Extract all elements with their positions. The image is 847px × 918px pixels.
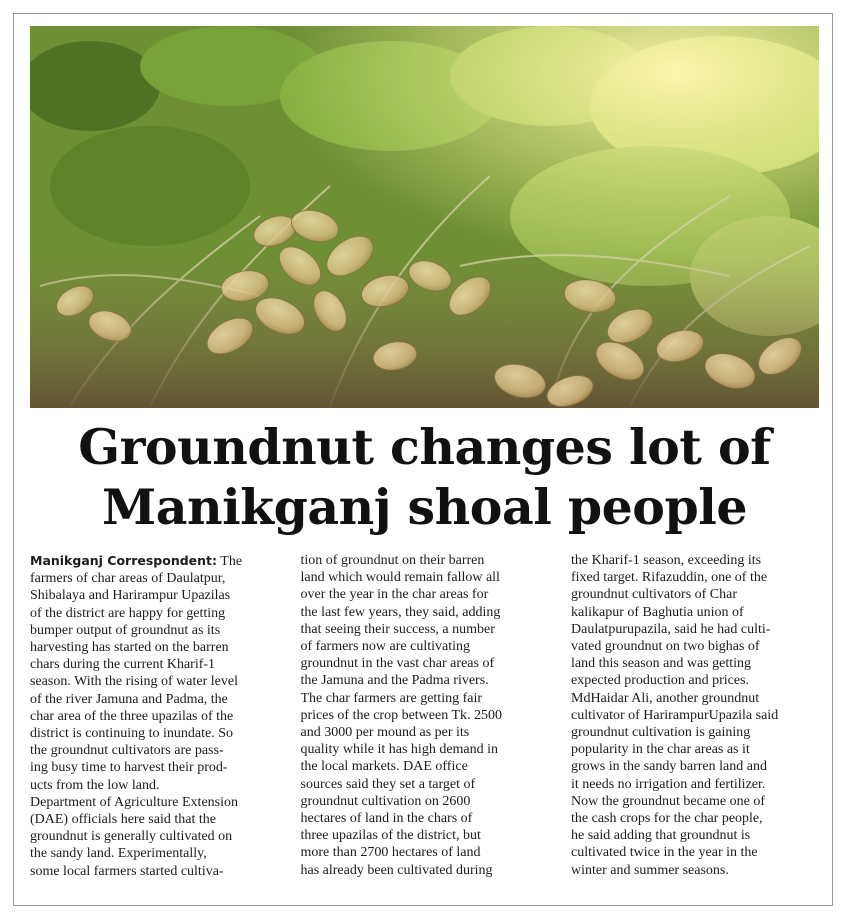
body-line: and 3000 per mound as per its: [300, 725, 470, 741]
body-line: grows in the sandy barren land and: [571, 759, 767, 775]
body-line: farmers of char areas of Daulatpur,: [30, 571, 226, 587]
body-line: expected production and prices.: [571, 673, 750, 689]
body-line: the Kharif-1 season, exceeding its: [571, 553, 762, 568]
body-line: harvesting has started on the barren: [30, 640, 229, 656]
body-line: Shibalaya and Harirampur Upazilas: [30, 588, 231, 604]
body-line: the cash crops for the char people,: [571, 811, 763, 827]
headline-line-1: Groundnut changes lot of: [78, 418, 771, 476]
body-line: kalikapur of Baghutia union of: [571, 604, 744, 620]
body-line: the last few years, they said, adding: [300, 604, 501, 620]
body-line: The char farmers are getting fair: [300, 690, 483, 706]
body-line: the Jamuna and the Padma rivers.: [300, 673, 489, 689]
body-line: quality while it has high demand in: [300, 742, 499, 758]
body-line: ucts from the low land.: [30, 777, 160, 793]
body-line: over the year in the char areas for: [300, 587, 489, 603]
body-text: The: [217, 554, 243, 569]
body-line: some local farmers started cultiva-: [30, 863, 224, 879]
body-line: popularity in the char areas as it: [571, 742, 750, 758]
body-line: land which would remain fallow all: [300, 570, 500, 586]
body-line: that seeing their success, a number: [300, 621, 495, 637]
body-line: district is continuing to inundate. So: [30, 726, 233, 742]
body-line: tion of groundnut on their barren: [300, 553, 485, 568]
body-line: three upazilas of the district, but: [300, 828, 481, 844]
headline: [30, 408, 819, 546]
body-line: he said adding that groundnut is: [571, 828, 751, 844]
column-2: [301, 552, 549, 897]
body-line: Department of Agriculture Extension: [30, 794, 238, 810]
body-line: hectares of land in the chars of: [300, 811, 473, 827]
body-line: more than 2700 hectares of land: [300, 845, 481, 861]
body-line: the groundnut cultivators are pass-: [30, 743, 224, 759]
body-line: bumper output of groundnut as its: [30, 622, 221, 638]
body-line: of the river Jamuna and Padma, the: [30, 691, 228, 707]
column-1: [30, 552, 278, 897]
body-line: groundnut cultivators of Char: [571, 587, 738, 603]
body-line: groundnut cultivation on 2600: [300, 793, 471, 809]
body-line: vated groundnut on two bighas of: [571, 639, 760, 655]
body-line: groundnut in the vast char areas of: [300, 656, 495, 672]
body-line: MdHaidar Ali, another groundnut: [571, 690, 760, 706]
body-line: groundnut is generally cultivated on: [30, 829, 233, 845]
article-body: [30, 552, 819, 897]
headline-line-2: Manikganj shoal people: [101, 478, 748, 536]
body-line: cultivated twice in the year in the: [571, 845, 758, 861]
body-line: sources said they set a target of: [300, 776, 476, 792]
groundnut-photo: [30, 26, 819, 408]
body-line: (DAE) officials here said that the: [30, 812, 216, 828]
column-3: [571, 552, 819, 897]
body-line: prices of the crop between Tk. 2500: [300, 707, 503, 723]
body-line: Now the groundnut became one of: [571, 793, 765, 809]
body-line: fixed target. Rifazuddin, one of the: [571, 570, 768, 586]
body-line: winter and summer seasons.: [571, 862, 729, 878]
body-line: groundnut cultivation is gaining: [571, 725, 751, 741]
body-line: ing busy time to harvest their prod-: [30, 760, 228, 776]
body-line: [30, 552, 278, 570]
body-line: has already been cultivated during: [300, 862, 493, 878]
byline: Manikganj Correspondent:: [30, 553, 218, 568]
body-line: Daulatpurupazila, said he had culti-: [571, 621, 771, 637]
body-line: chars during the current Kharif-1: [30, 657, 216, 673]
body-line: of farmers now are cultivating: [300, 639, 470, 655]
body-line: the sandy land. Experimentally,: [30, 846, 207, 862]
body-line: land this season and was getting: [571, 656, 752, 672]
body-line: the local markets. DAE office: [300, 759, 468, 775]
body-line: it needs no irrigation and fertilizer.: [571, 776, 766, 792]
body-line: season. With the rising of water level: [30, 674, 238, 690]
body-line: cultivator of HarirampurUpazila said: [571, 707, 779, 723]
body-line: char area of the three upazilas of the: [30, 708, 234, 724]
body-line: of the district are happy for getting: [30, 605, 226, 621]
